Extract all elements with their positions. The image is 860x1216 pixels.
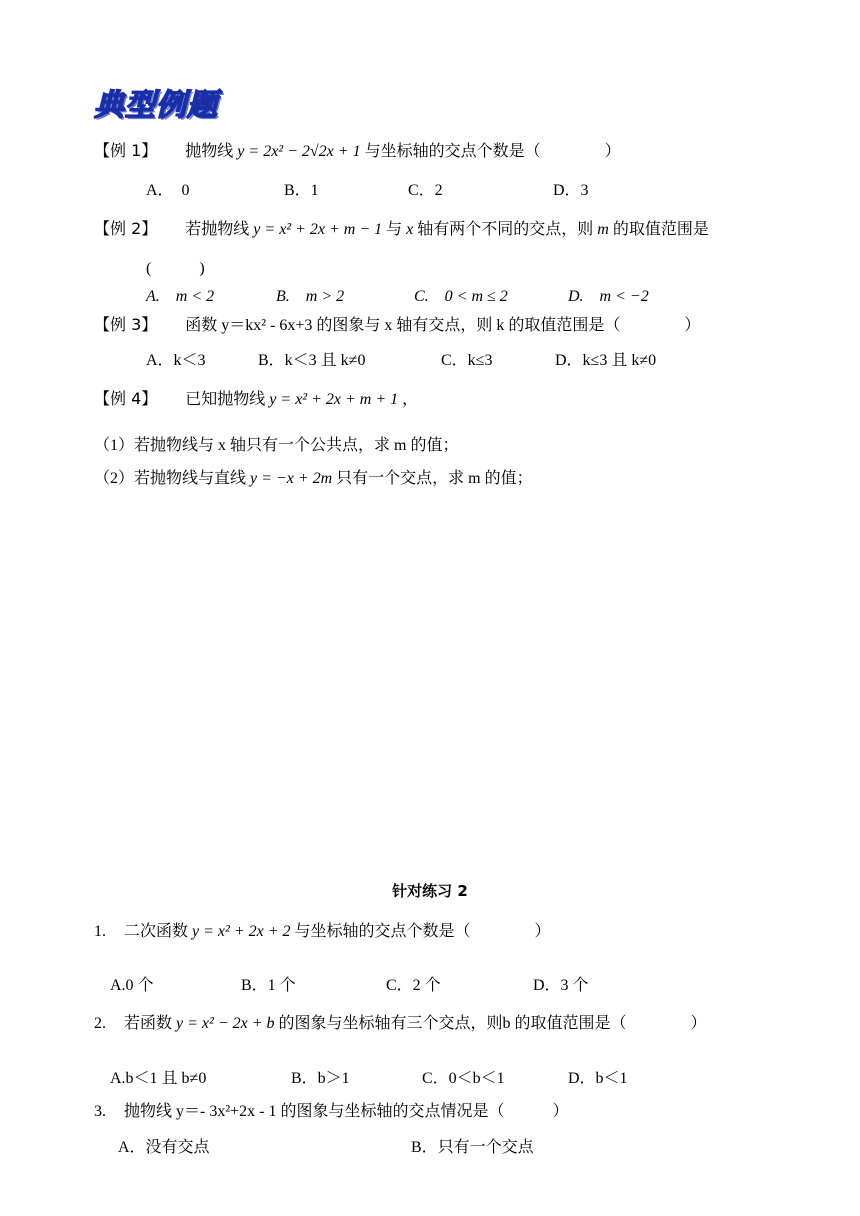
practice-q2-option-c: C．0＜b＜1 [422,1070,505,1087]
example-1-option-b: B．1 [284,182,319,199]
example-3-option-d: D．k≤3 且 k≠0 [555,352,657,369]
example-2-option-b: B. m > 2 [276,288,345,305]
example-4-q2-formula: y = −x + 2m [250,470,333,487]
practice-q1-pre: 二次函数 [124,923,189,940]
example-2-option-a: A. m < 2 [146,288,215,305]
practice-q2-formula: y = x² − 2x + b [176,1015,275,1032]
example-1-label: 【例 1】 [94,141,158,160]
practice-heading: 针对练习 2 [392,882,468,900]
practice-q3-text: 抛物线 y＝‐ 3x²+2x ‐ 1 的图象与坐标轴的交点情况是（ ） [124,1103,569,1120]
example-2-pre: 若抛物线 [185,221,250,238]
example-2-paren: ( ) [146,260,205,277]
example-2-label: 【例 2】 [94,219,158,238]
practice-q2-post: 的图象与坐标轴有三个交点，则b 的取值范围是（ ） [278,1015,707,1032]
practice-q1-line [94,921,551,943]
practice-q1-option-b: B．1 个 [241,977,296,994]
example-3-option-b: B．k＜3 且 k≠0 [258,352,366,369]
example-2-line [94,218,709,241]
practice-q1-post: 与坐标轴的交点个数是（ ） [294,923,551,940]
practice-q2-option-b: B．b＞1 [291,1070,350,1087]
practice-q1-option-d: D．3 个 [533,977,589,994]
practice-q1-number: 1. [94,923,106,940]
example-4-label: 【例 4】 [94,389,158,408]
example-1-option-d: D．3 [553,182,589,199]
practice-q1-option-c: C．2 个 [386,977,441,994]
example-2-mid2: 轴有两个不同的交点，则 [417,221,594,238]
practice-q3-line [94,1101,568,1123]
practice-q2-line [94,1013,707,1035]
example-2-var-m: m [597,221,609,238]
example-4-q2-post: 只有一个交点，求 m 的值； [336,470,533,487]
example-4-pre: 已知抛物线 [185,391,266,408]
example-4-question-1: （1）若抛物线与 x 轴只有一个公共点，求 m 的值； [94,437,459,454]
example-1-line [94,140,621,163]
example-3-option-a: A．k＜3 [146,352,206,369]
example-1-pre: 抛物线 [185,143,234,160]
example-2-var-x: x [406,221,414,238]
example-3-line [94,314,700,337]
example-1-post: 与坐标轴的交点个数是（ ） [364,143,621,160]
practice-q2-pre: 若函数 [124,1015,173,1032]
practice-q1-formula: y = x² + 2x + 2 [192,923,291,940]
example-2-option-d: D. m < −2 [568,288,649,305]
example-2-option-c: C. 0 < m ≤ 2 [414,288,508,305]
example-1-formula: y = 2x² − 2√2x + 1 [237,143,361,160]
example-3-label: 【例 3】 [94,315,158,334]
practice-q3-number: 3. [94,1103,106,1120]
example-4-question-2 [94,468,533,490]
example-3-option-c: C．k≤3 [441,352,493,369]
example-4-q2-pre: （2）若抛物线与直线 [94,470,247,487]
example-4-line [94,388,418,411]
example-2-mid: 与 [386,221,403,238]
practice-q2-option-a: A.b＜1 且 b≠0 [110,1070,207,1087]
practice-q2-number: 2. [94,1015,106,1032]
example-2-formula: y = x² + 2x + m − 1 [253,221,383,238]
practice-q3-option-a: A．没有交点 [118,1139,210,1156]
example-3-text: 函数 y＝kx² ‐ 6x+3 的图象与 x 轴有交点，则 k 的取值范围是（ ） [185,317,701,334]
practice-q1-option-a: A.0 个 [110,977,154,994]
practice-q3-option-b: B．只有一个交点 [411,1139,534,1156]
example-1-option-c: C．2 [408,182,443,199]
example-4-formula: y = x² + 2x + m + 1 [269,391,399,408]
practice-q2-option-d: D．b＜1 [568,1070,628,1087]
example-2-post: 的取值范围是 [612,221,709,238]
example-4-post: ， [402,391,419,408]
section-title: 典型例题 [94,88,218,123]
example-1-option-a: A． 0 [146,182,190,199]
